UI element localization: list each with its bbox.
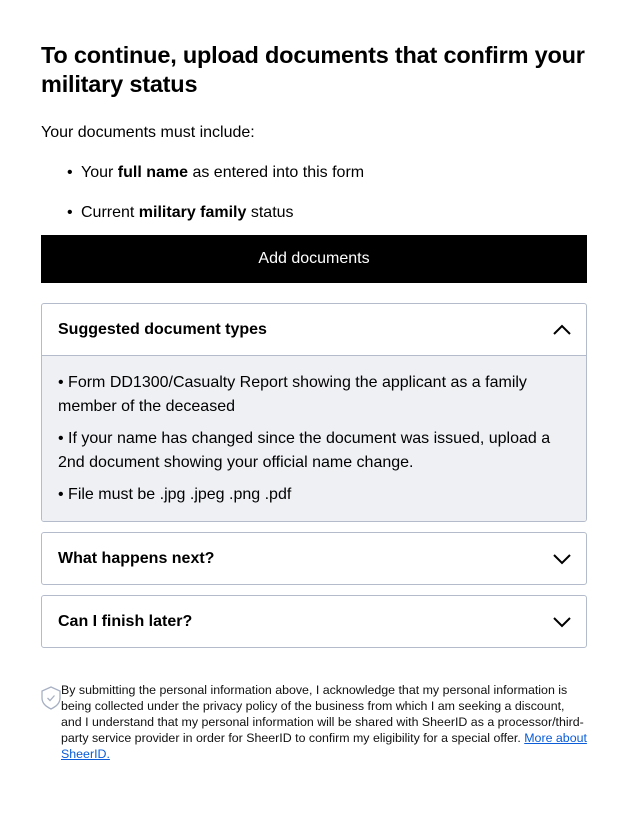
requirement-item	[67, 203, 587, 223]
accordion-can-i-finish-later	[41, 595, 587, 648]
requirements-list	[41, 163, 587, 223]
accordion-what-happens-next	[41, 532, 587, 585]
accordion-title: Can I finish later?	[58, 612, 193, 630]
add-documents-button[interactable]: Add documents	[41, 235, 587, 283]
requirement-text: Current	[81, 204, 139, 221]
document-type-item: • If your name has changed since the document was issued, upload a 2nd document showing your official name change.	[58, 430, 551, 471]
page-title: To continue, upload documents that confirm your military status	[41, 42, 585, 97]
intro-text: Your documents must include:	[41, 124, 255, 141]
upload-form	[41, 41, 587, 648]
requirement-text: Your	[81, 164, 118, 181]
privacy-text	[61, 682, 587, 762]
accordion-header[interactable]	[42, 304, 586, 355]
requirement-text: as entered into this form	[188, 164, 365, 181]
accordion-body	[42, 355, 586, 521]
requirement-item	[67, 163, 587, 183]
accordion-title: What happens next?	[58, 549, 215, 567]
document-type-item: • File must be .jpg .jpeg .png .pdf	[58, 486, 292, 503]
shield-check-icon	[41, 686, 61, 710]
requirement-bold: military family	[138, 204, 247, 221]
privacy-notice	[41, 682, 587, 762]
accordion-header[interactable]	[42, 596, 586, 647]
accordion-header[interactable]	[42, 533, 586, 584]
requirement-bold: full name	[117, 164, 189, 181]
requirement-text: status	[246, 204, 294, 221]
chevron-up-icon	[552, 324, 572, 336]
accordion-title: Suggested document types	[58, 320, 267, 338]
document-type-item: • Form DD1300/Casualty Report showing the applicant as a family member of the deceased	[58, 374, 527, 415]
chevron-down-icon	[552, 616, 572, 628]
chevron-down-icon	[552, 553, 572, 565]
accordion-suggested-document-types	[41, 303, 587, 522]
privacy-statement: By submitting the personal information above, I acknowledge that my personal information is being collected under the privacy policy of the business from which I am seeking a discount, and I understand that my personal information will be shared with SheerID as a processor/third-party service provider in order for SheerID to confirm my eligibility for a special offer.	[61, 683, 584, 745]
more-about-sheerid-link[interactable]: More about SheerID.	[61, 731, 587, 761]
